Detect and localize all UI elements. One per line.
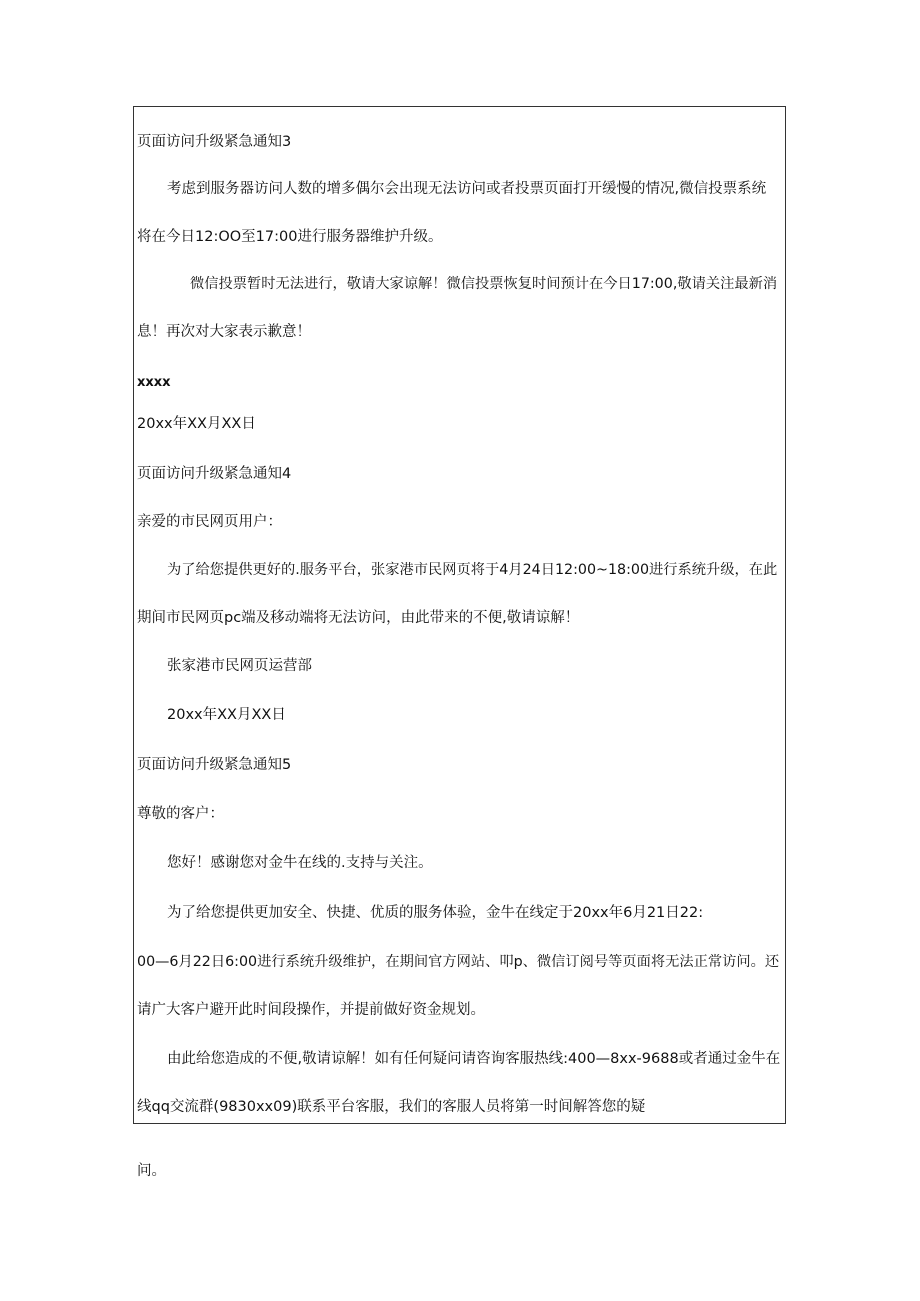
- notice-4-date: 20xx年XX月XX日: [167, 707, 286, 723]
- notice-4-paragraph-line-1: 为了给您提供更好的.服务平台，张家港市民网页将于4月24日12:00~18:00进行系统升级，在此: [167, 562, 778, 578]
- notice-3-paragraph-1-line-2: 将在今日12:OO至17:00进行服务器维护升级。: [137, 229, 443, 245]
- notice-4-paragraph-line-2: 期间市民网页pc端及移动端将无法访问，由此带来的不便,敬请谅解！: [137, 610, 580, 626]
- notice-3-paragraph-2-line-2: 息！再次对大家表示歉意！: [137, 324, 311, 340]
- notice-3-title: 页面访问升级紧急通知3: [137, 134, 292, 150]
- notice-5-paragraph-2-line-1: 由此给您造成的不便,敬请谅解！如有任何疑问请咨询客服热线:400—8xx-9688或者通过金牛在: [167, 1051, 781, 1067]
- notice-3-paragraph-1-line-1: 考虑到服务器访问人数的增多偶尔会出现无法访问或者投票页面打开缓慢的情况,微信投票系统: [167, 181, 767, 197]
- notice-3-signature: xxxx: [137, 375, 171, 390]
- notice-5-opening: 您好！感谢您对金牛在线的.支持与关注。: [167, 855, 433, 871]
- notice-4-signature: 张家港市民网页运营部: [167, 658, 312, 674]
- notice-5-paragraph-2-line-2: 线qq交流群(9830xx09)联系平台客服，我们的客服人员将第一时间解答您的疑: [137, 1099, 646, 1115]
- notice-4-greeting: 亲爱的市民网页用户：: [137, 514, 282, 530]
- notice-5-title: 页面访问升级紧急通知5: [137, 757, 292, 773]
- notice-4-title: 页面访问升级紧急通知4: [137, 466, 292, 482]
- notice-3-date: 20xx年XX月XX日: [137, 416, 256, 432]
- notice-5-paragraph-2-continuation: 问。: [137, 1163, 166, 1179]
- notice-5-paragraph-1-line-3: 请广大客户避开此时间段操作，并提前做好资金规划。: [137, 1002, 485, 1018]
- notice-5-greeting: 尊敬的客户：: [137, 806, 224, 822]
- notice-5-paragraph-1-line-2: 00—6月22日6:00进行系统升级维护，在期间官方网站、叩p、微信订阅号等页面将无法正常访问。还: [137, 954, 780, 970]
- notice-3-paragraph-2-line-1: 微信投票暂时无法进行，敬请大家谅解！微信投票恢复时间预计在今日17:00,敬请关注最新消: [190, 276, 778, 292]
- notice-5-paragraph-1-line-1: 为了给您提供更加安全、快捷、优质的服务体验，金牛在线定于20xx年6月21日22:: [167, 905, 704, 921]
